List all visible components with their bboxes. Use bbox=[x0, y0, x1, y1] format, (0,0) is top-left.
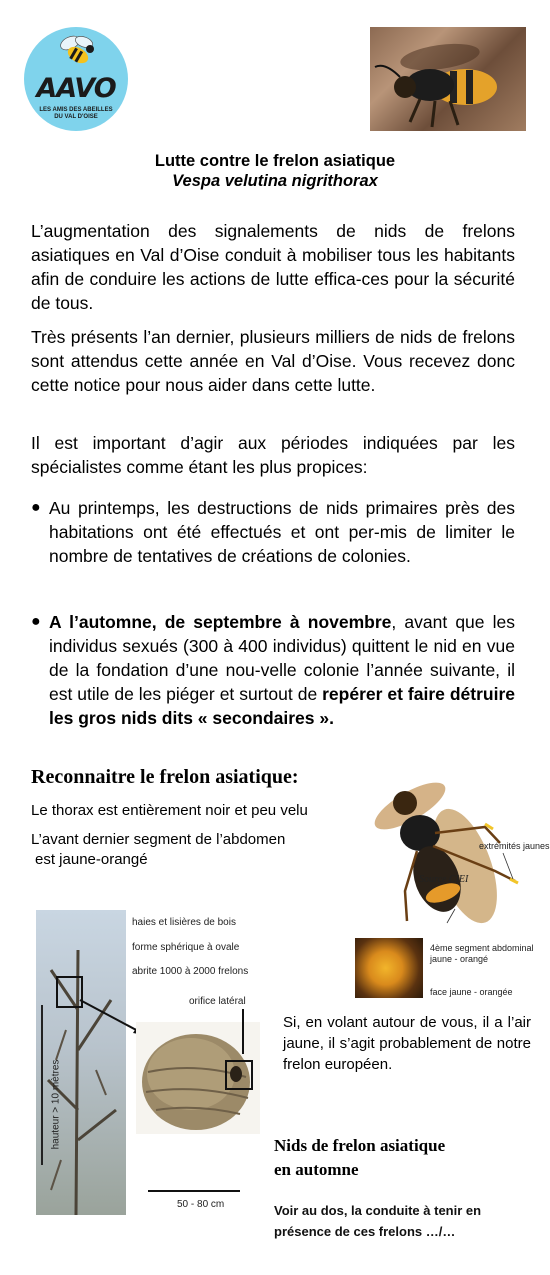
action-paragraph: Il est important d’agir aux périodes indiquées par les spécialistes comme étant les plus propices: bbox=[31, 433, 515, 477]
height-arrow bbox=[41, 1005, 43, 1165]
orifice-marker-box bbox=[225, 1060, 253, 1090]
recognize-heading: Reconnaitre le frelon asiatique: bbox=[31, 766, 299, 788]
abdomen-text-1: L’avant dernier segment de l’abdomen bbox=[31, 831, 286, 848]
abdomen-text-2: est jaune-orangé bbox=[35, 851, 148, 868]
photo-credit: Source CIEI bbox=[419, 874, 469, 885]
label-shelter: abrite 1000 à 2000 frelons bbox=[132, 966, 249, 977]
label-face: face jaune - orangée bbox=[430, 987, 513, 997]
bullet-autumn: ● A l’automne, de septembre à novembre, avant que les individus sexués (300 à 400 individus) quittent le nid en vue de la fondation d’une nou-velle colonie l’année suivante, il est utile de les piéger et surtout de repérer et faire détruire les gros nids dits « secondaires ». bbox=[31, 612, 516, 728]
thorax-text: Le thorax est entièrement noir et peu velu bbox=[31, 802, 308, 819]
hornet-icon bbox=[370, 27, 526, 131]
label-yellow-legs: extrémités jaunes bbox=[479, 841, 550, 851]
label-orifice: orifice latéral bbox=[189, 996, 246, 1007]
logo-subtitle: LES AMIS DES ABEILLES DU VAL D'OISE bbox=[39, 107, 113, 120]
label-shape: forme sphérique à ovale bbox=[132, 942, 240, 953]
hornet-photo bbox=[370, 27, 526, 131]
label-height: hauteur > 10 mètres bbox=[50, 1059, 62, 1150]
logo-name: AAVO bbox=[36, 73, 116, 104]
european-hornet-note: Si, en volant autour de vous, il a l’air jaune, il s’agit probablement de notre frelon européen. bbox=[283, 1014, 531, 1073]
footer-note: Voir au dos, la conduite à tenir en présence de ces frelons …/… bbox=[274, 1203, 482, 1239]
bullet-dot: ● bbox=[31, 499, 41, 516]
orifice-arrow bbox=[242, 1009, 244, 1054]
label-segment: 4ème segment abdominal jaune - orangé bbox=[430, 943, 534, 964]
bullet-spring: ● Au printemps, les destructions de nids primaires près des habitations ont été effectués et ont per-mis de limiter le nombre de tentatives de créations de colonies. bbox=[31, 498, 515, 566]
hornet-face-photo bbox=[355, 938, 423, 998]
nests-heading: Nids de frelon asiatique en automne bbox=[274, 1136, 446, 1179]
label-hedges: haies et lisières de bois bbox=[132, 917, 236, 928]
label-size: 50 - 80 cm bbox=[177, 1199, 225, 1210]
bullet-dot: ● bbox=[31, 613, 41, 630]
species-name: Vespa velutina nigrithorax bbox=[172, 172, 378, 190]
aavo-logo bbox=[24, 27, 128, 131]
intro-paragraph: L’augmentation des signalements de nids de frelons asiatiques en Val d’Oise conduit à mobiliser tous les habitants afin de conduire les actions de lutte effica-ces pour la sécurité de tous. bbox=[31, 221, 515, 313]
page-title: Lutte contre le frelon asiatique Vespa velutina nigrithorax bbox=[0, 151, 550, 191]
hornet-diagram bbox=[355, 771, 540, 936]
nest-illustration bbox=[36, 910, 262, 1215]
context-paragraph: Très présents l’an dernier, plusieurs milliers de nids de frelons sont attendus cette année en Val d’Oise. Vous recevez donc cette notice pour nous aider dans cette lutte. bbox=[31, 327, 515, 395]
bee-icon bbox=[54, 33, 100, 73]
size-arrow bbox=[148, 1190, 240, 1192]
hornet-diagram-icon bbox=[355, 771, 540, 936]
